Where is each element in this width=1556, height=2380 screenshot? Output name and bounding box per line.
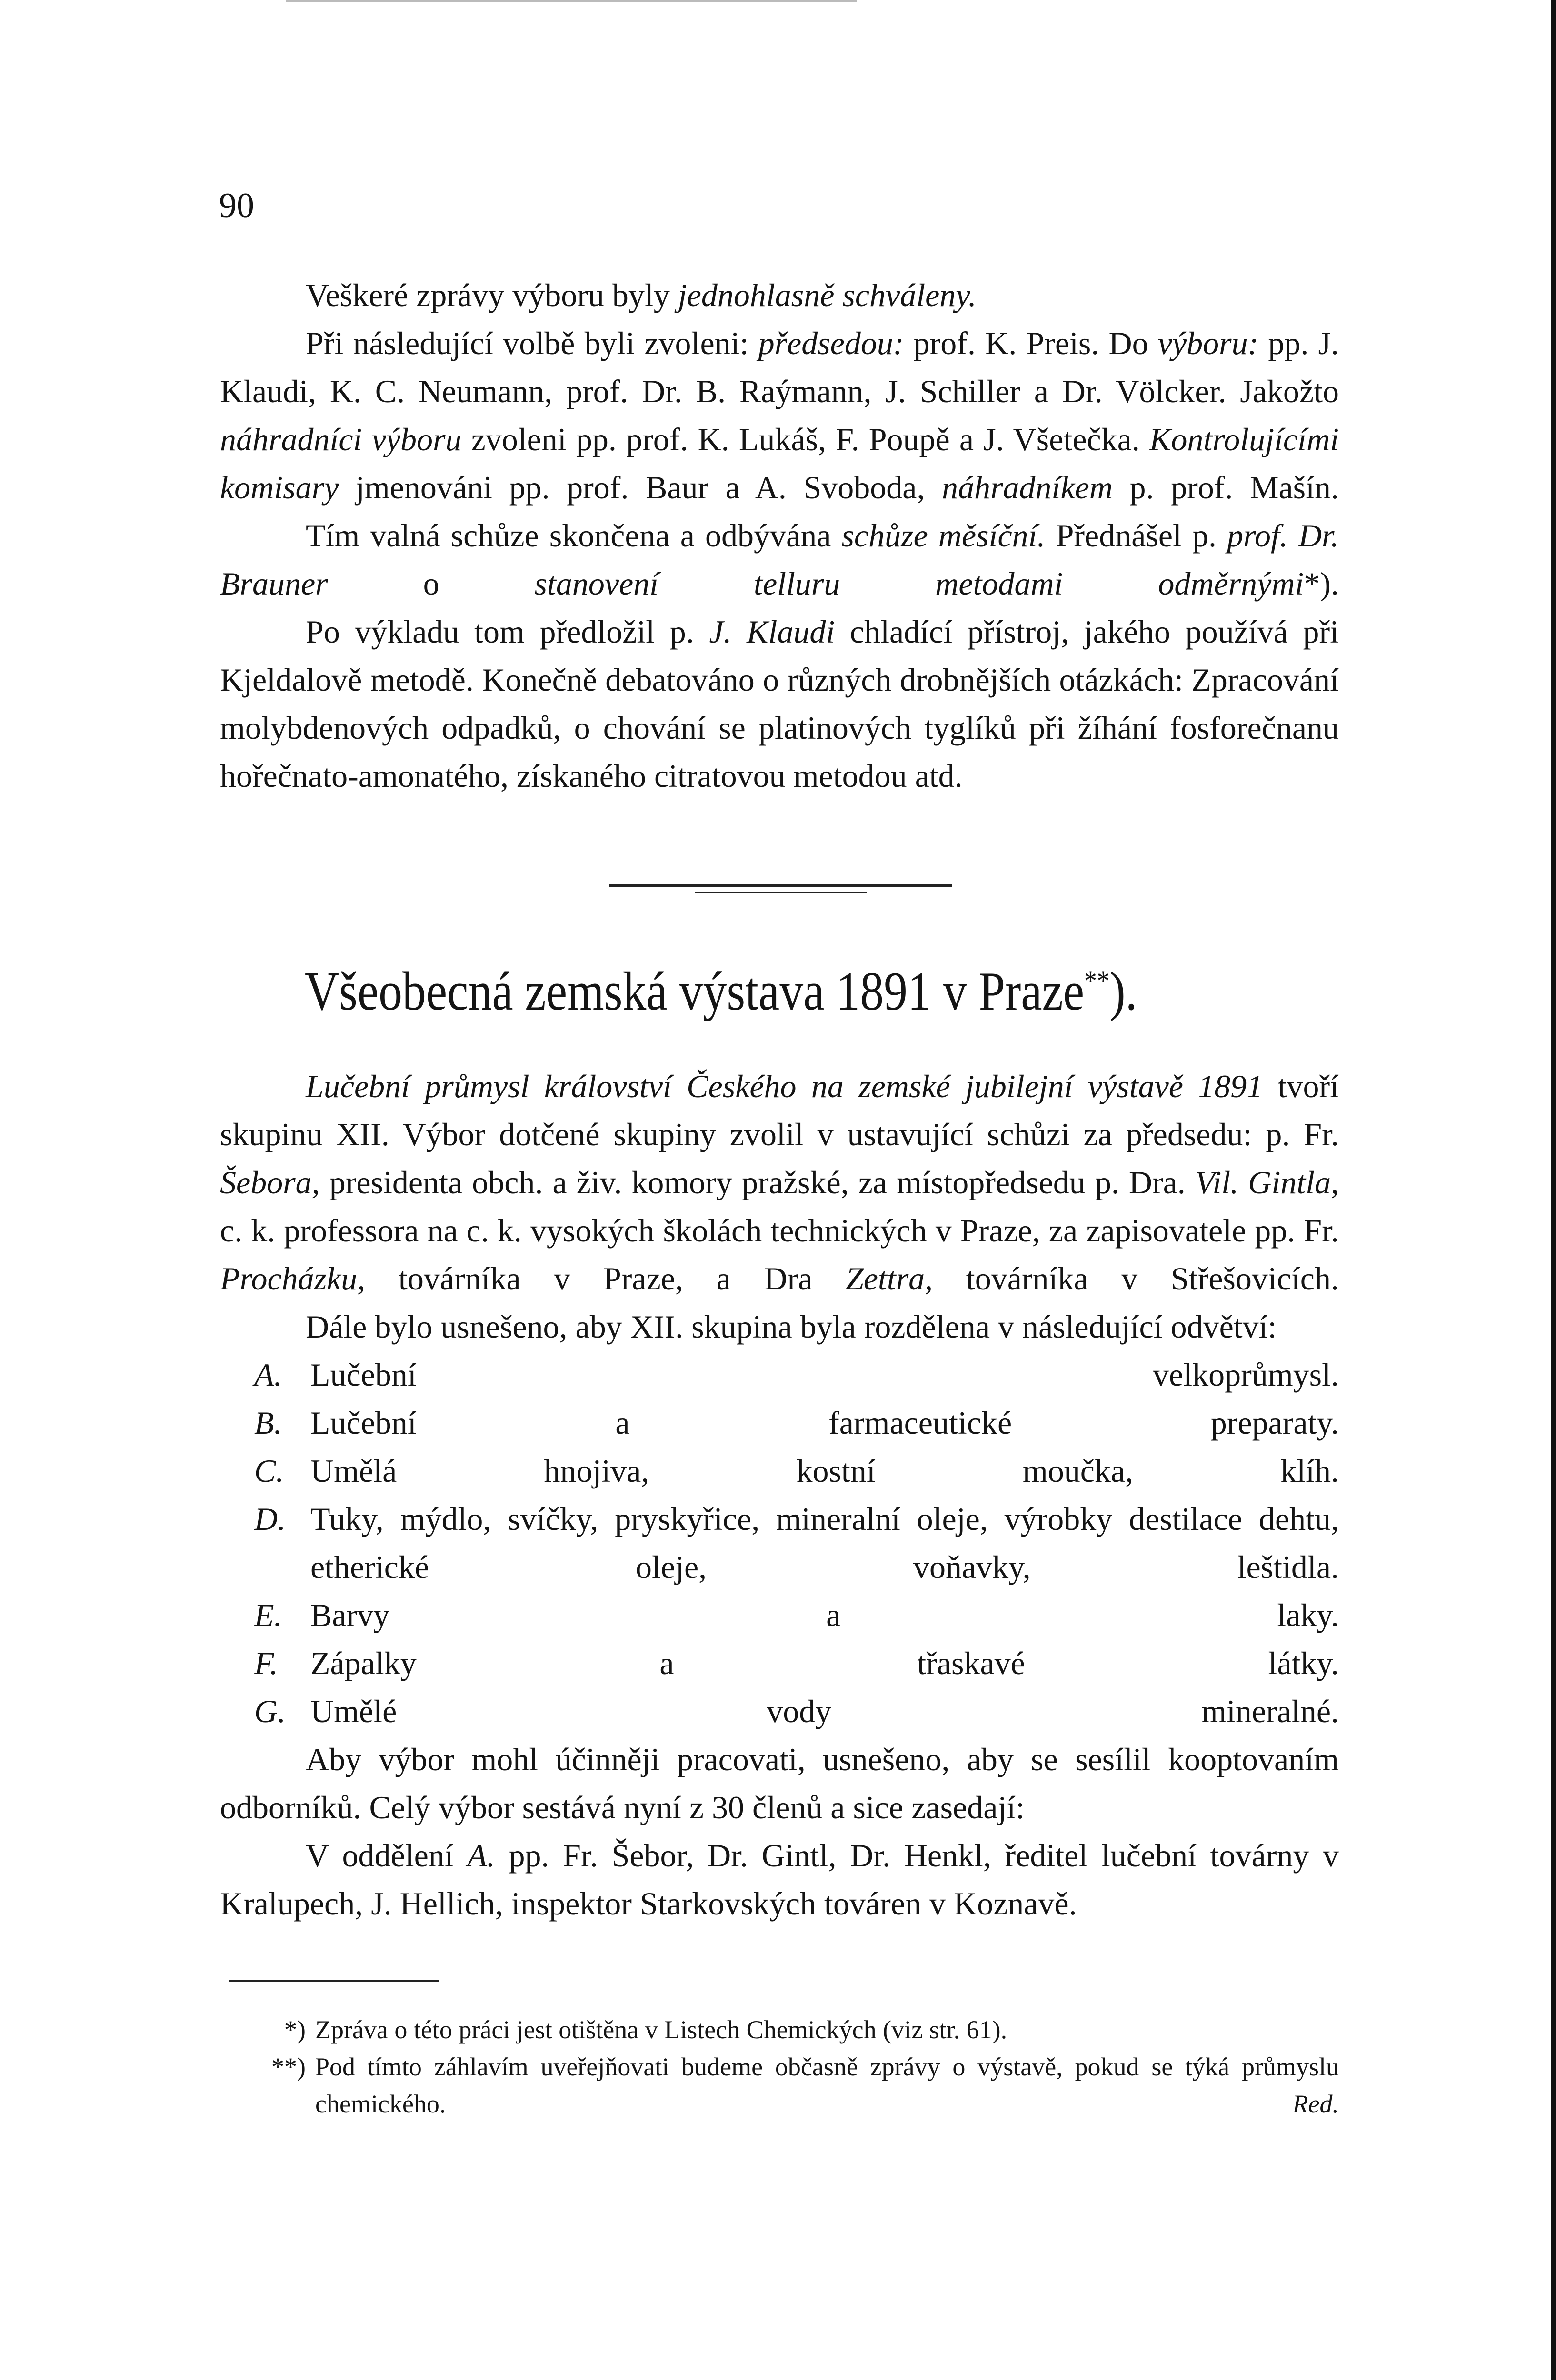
list-item: E. Barvy a laky.: [254, 1597, 1339, 1633]
paragraph: Tím valná schůze skončena a odbývána schůze měsíční. Přednášel p. prof. Dr. Brauner o stanovení telluru metodami odměrnými*).: [220, 517, 1339, 602]
footnote-rule: [229, 1980, 439, 1982]
top-section: [220, 271, 1339, 800]
list-item: A. Lučební velkoprůmysl.: [254, 1357, 1339, 1393]
divider-line: [609, 884, 952, 887]
footnote: **) Pod tímto záhlavím uveřejňovati budeme občasně zprávy o výstavě, pokud se týká průmyslu chemického. Red.: [229, 2048, 1339, 2122]
paragraph: Dále bylo usnešeno, aby XII. skupina byla rozdělena v následující odvětví:: [306, 1309, 1277, 1345]
list-item: B. Lučební a farmaceutické preparaty.: [254, 1405, 1339, 1441]
section-divider: [609, 884, 952, 893]
footnote: *) Zpráva o této práci jest otištěna v Listech Chemických (viz str. 61).: [284, 2015, 1007, 2044]
scan-edge-top: [286, 0, 857, 2]
list-item: G. Umělé vody mineralné.: [254, 1693, 1339, 1729]
page-number: 90: [219, 186, 254, 225]
footnotes: [229, 2011, 1339, 2122]
list-item: D. Tuky, mýdlo, svíčky, pryskyřice, mineralní oleje, výrobky destilace dehtu, etherické oleje, voňavky, leštidla.: [254, 1501, 1339, 1585]
paragraph: Při následující volbě byli zvoleni: předsedou: prof. K. Preis. Do výboru: pp. J. Klaudi, K. C. Neumann, prof. Dr. B. Raýmann, J. Schiller a Dr. Völcker. Jakožto náhradníci výboru zvoleni pp. prof. K. Lukáš, F. Poupě a J. Všetečka. Kontrolujícími komisary jmenováni pp. prof. Baur a A. Svoboda, náhradníkem p. prof. Mašín.: [220, 325, 1339, 506]
scan-edge-right: [1551, 0, 1556, 2380]
section-title: Všeobecná zemská výstava 1891 v Praze**).: [305, 961, 1137, 1022]
section-body: [220, 1062, 1339, 1928]
editor-signature: Red.: [1292, 2090, 1339, 2118]
paragraph: Aby výbor mohl účinněji pracovati, usnešeno, aby se sesílil kooptovaním odborníků. Celý výbor sestává nyní z 30 členů a sice zasedají:: [220, 1741, 1339, 1825]
paragraph: Po výkladu tom předložil p. J. Klaudi chladící přístroj, jakého používá při Kjeldalově metodě. Konečně debatováno o různých drobnějších otázkách: Zpracování molybdenových odpadků, o chování se platinových tyglíků při žíhání fosforečnanu hořečnato-amonatého, získaného citratovou metodou atd.: [220, 614, 1339, 794]
paragraph: Veškeré zprávy výboru byly jednohlasně schváleny.: [306, 277, 977, 313]
divider-line: [695, 892, 867, 893]
paragraph: V oddělení A. pp. Fr. Šebor, Dr. Gintl, Dr. Henkl, ředitel lučební továrny v Kralupech, J. Hellich, inspektor Starkovských továren v Koznavě.: [220, 1837, 1339, 1922]
paragraph: Lučební průmysl království Českého na zemské jubilejní výstavě 1891 tvoří skupinu XII. Výbor dotčené skupiny zvolil v ustavující schůzi za předsedu: p. Fr. Šebora, presidenta obch. a živ. komory pražské, za místopředsedu p. Dra. Vil. Gintla, c. k. professora na c. k. vysokých školách technických v Praze, za zapisovatele pp. Fr. Procházku, továrníka v Praze, a Dra Zettra, továrníka v Střešovicích.: [220, 1068, 1339, 1297]
list-item: F. Zápalky a třaskavé látky.: [254, 1645, 1339, 1681]
list-item: C. Umělá hnojiva, kostní moučka, klíh.: [254, 1453, 1339, 1489]
